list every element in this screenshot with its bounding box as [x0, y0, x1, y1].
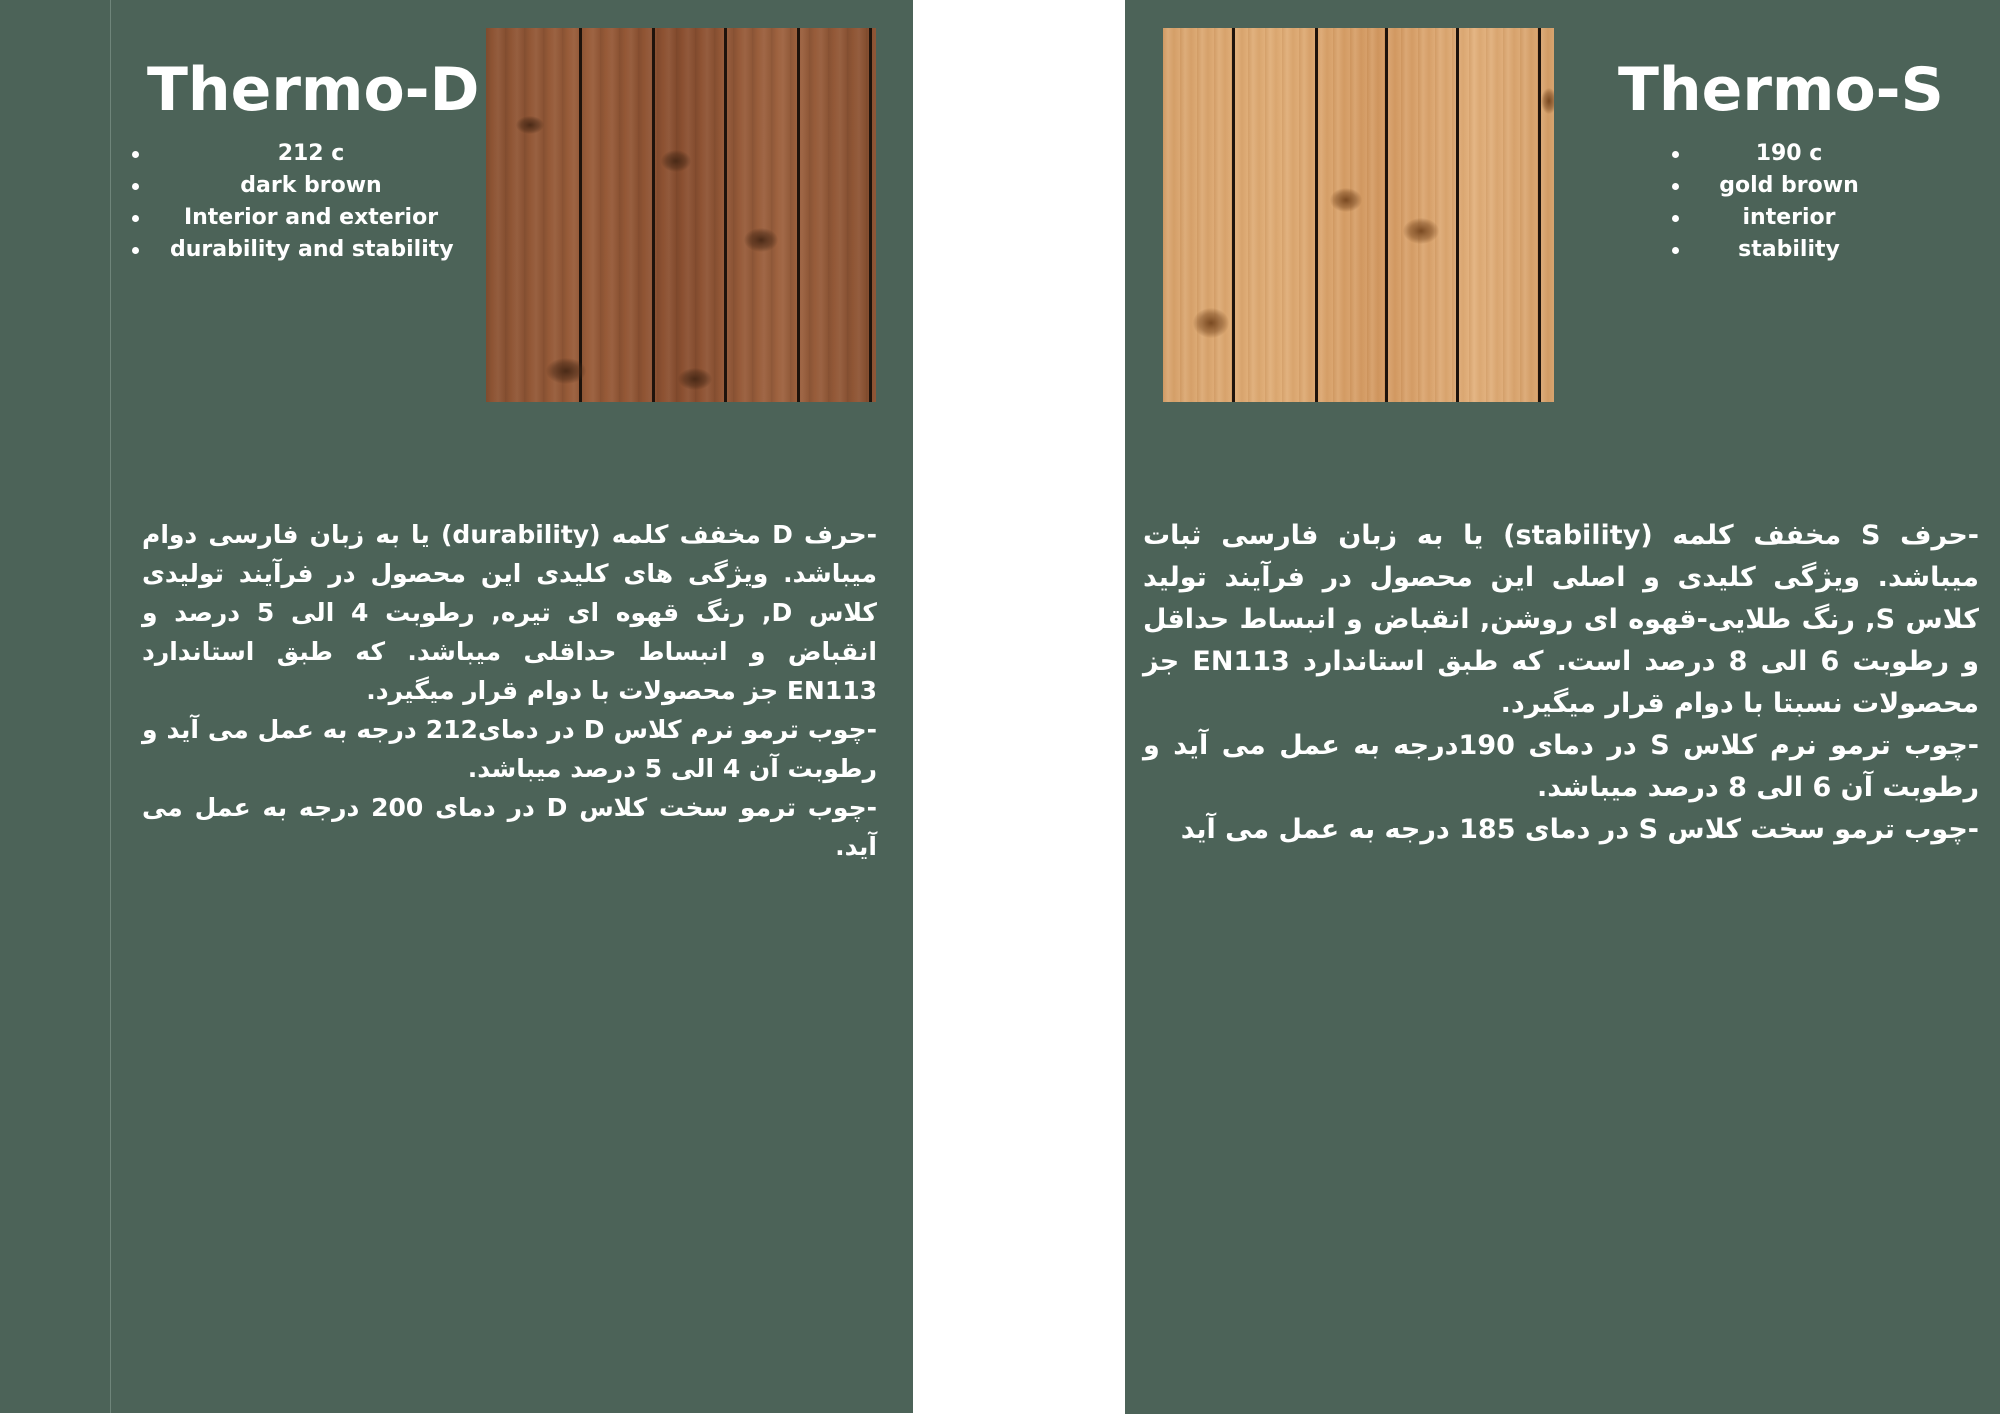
wood-knot	[546, 358, 586, 384]
thermo-s-spec-usage: interior	[1710, 202, 1868, 234]
panel-divider	[110, 0, 111, 1413]
thermo-s-spec-color: gold brown	[1710, 170, 1868, 202]
thermo-d-soft-wood-paragraph: -چوب ترمو نرم کلاس D در دمای212 درجه به عمل می آید و رطوبت آن 4 الی 5 درصد میباشد.	[142, 715, 878, 783]
plank-seam	[869, 28, 872, 402]
thermo-d-wood-image	[486, 28, 876, 402]
thermo-s-wood-image	[1163, 28, 1554, 402]
wood-knot	[1403, 218, 1439, 244]
wood-knot	[516, 116, 544, 134]
thermo-d-spec-property: durability and stability	[170, 234, 452, 266]
plank-seam	[579, 28, 582, 402]
thermo-d-spec-temperature: 212 c	[170, 138, 452, 170]
thermo-s-spec-list	[1710, 138, 1868, 266]
thermo-d-spec-color: dark brown	[170, 170, 452, 202]
thermo-s-description	[1143, 515, 1979, 851]
wood-knot	[678, 368, 712, 390]
thermo-s-spec-temperature: 190 c	[1710, 138, 1868, 170]
wood-knot	[1330, 188, 1362, 212]
wood-knot	[744, 228, 778, 252]
thermo-d-description	[142, 515, 877, 866]
thermo-s-hard-wood-paragraph: -چوب ترمو سخت کلاس S در دمای 185 درجه به عمل می آید	[1180, 814, 1979, 845]
thermo-s-soft-wood-paragraph: -چوب ترمو نرم کلاس S در دمای 190درجه به عمل می آید و رطوبت آن 6 الی 8 درصد میباشد.	[1143, 730, 1979, 803]
wood-knot	[1193, 308, 1229, 338]
plank-seam	[1538, 28, 1541, 402]
wood-knot	[1541, 88, 1554, 114]
thermo-d-spec-usage: Interior and exterior	[170, 202, 452, 234]
thermo-d-title: Thermo-D	[147, 55, 480, 125]
plank-seam	[1385, 28, 1388, 402]
thermo-s-spec-property: stability	[1710, 234, 1868, 266]
plank-seam	[652, 28, 655, 402]
thermo-s-title: Thermo-S	[1618, 55, 1944, 125]
thermo-d-spec-list	[170, 138, 452, 266]
plank-seam	[724, 28, 727, 402]
plank-seam	[1232, 28, 1235, 402]
plank-seam	[1456, 28, 1459, 402]
plank-seam	[797, 28, 800, 402]
plank-seam	[1315, 28, 1318, 402]
thermo-s-description-paragraph: -حرف S مخفف کلمه (stability) یا به زبان فارسی ثبات میباشد. ویژگی کلیدی و اصلی این محصول در فرآیند تولید کلاس S, رنگ طلایی-قهوه ای روشن, انقباض و انبساط حداقل و رطوبت 6 الی 8 درصد است. که طبق استاندارد EN113 جز محصولات نسبتا با دوام قرار میگیرد.	[1143, 520, 1979, 719]
thermo-d-description-paragraph: -حرف D مخفف کلمه (durability) یا به زبان فارسی دوام میباشد. ویژگی های کلیدی این محصول در فرآیند تولیدی کلاس D, رنگ قهوه ای تیره, رطوبت 4 الی 5 درصد و انقباض و انبساط حداقلی میباشد. که طبق استاندارد EN113 جز محصولات با دوام قرار میگیرد.	[142, 520, 877, 705]
wood-knot	[661, 150, 691, 172]
thermo-d-hard-wood-paragraph: -چوب ترمو سخت کلاس D در دمای 200 درجه به عمل می آید.	[142, 793, 877, 861]
